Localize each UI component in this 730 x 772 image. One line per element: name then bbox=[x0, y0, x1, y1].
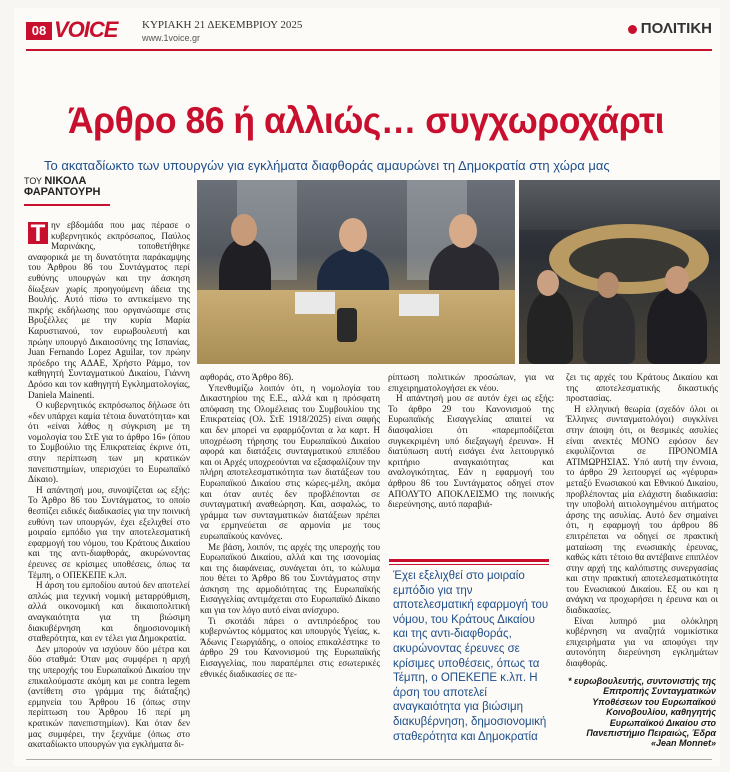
panel-speakers-photo bbox=[197, 180, 515, 364]
pull-quote bbox=[389, 559, 549, 744]
paragraph: Με βάση, λοιπόν, τις αρχές της υπεροχής του Ευρωπαϊκού Δικαίου, αλλά και της ισονομίας και της διαφάνειας, συνάγεται ότι, το κώλυμα που θέτει το Άρθρο 86 του Συντάγματος στην άσκηση της αρμοδιότητας της Ευρωπαϊκής Εισαγγελίας αντιμάχεται στο Ευρωπαϊκό Δίκαιο και για τον λόγο αυτό είναι ανίσχυρο. bbox=[200, 541, 380, 616]
header-divider bbox=[26, 49, 712, 51]
paragraph: Ο κυβερνητικός εκπρόσωπος δήλωσε ότι «δεν υπάρχει καμία τέτοια δυνατότητα» και ότι «είναι λάθος η σύγκριση με τη νομολογία του ΣτΕ για το άρθρο 16» (όπου το Συμβούλιο της Επικρατείας έκρινε ότι, στην περίπτωση των μη κρατικών πανεπιστημίων, υπερισχύει το Ευρωπαϊκό Δίκαιο). bbox=[28, 400, 190, 485]
article-column-2 bbox=[200, 372, 380, 679]
author-first-name: ΝΙΚΟΛΑ bbox=[44, 175, 87, 187]
speaker-woman-head bbox=[231, 214, 257, 246]
paragraph: Η άρση του εμποδίου αυτού δεν αποτελεί απλώς μια τεχνική νομική μεταρρύθμιση, αλλά οικονομική και δικαιοπολιτική αναγκαιότητα για τη βιώσιμη διακυβέρνηση και δημοσιονομική σταθερότητα, και εν τέλει για Δημοκρατία. bbox=[28, 580, 190, 644]
article-subtitle: Το ακαταδίωκτο των υπουργών για εγκλήματα διαφθοράς αμαυρώνει τη Δημοκρατία στη χώρα μας bbox=[44, 158, 610, 173]
paragraph: Η απάντησή μου σε αυτόν έχει ως εξής: Το άρθρο 29 του Κανονισμού της Ευρωπαϊκής Εισαγγελίας απαιτεί να διασφαλίσει ότι «παρεμποδίζεται συγκεκριμένη υπό διεξαγωγή έρευνα». Η διατύπωση αυτή εισάγει ένα λειτουργικό κριτήριο αναγκαιότητας και αναλογικότητας. Εάν η εφαρμογή του άρθρου 86 του Συντάγματος οδηγεί στον ΑΠΟΛΥΤΟ ΑΠΟΚΛΕΙΣΜΟ της ποινικής διερεύνησης, αυτό παραβιά- bbox=[388, 393, 554, 510]
author-byline bbox=[24, 176, 100, 198]
article-title: Άρθρο 86 ή αλλιώς… συγχωροχάρτι bbox=[68, 100, 665, 141]
quote-rule bbox=[389, 559, 549, 562]
drop-cap: Τ bbox=[28, 222, 48, 244]
author-last-name: ΦΑΡΑΝΤΟΥΡΗ bbox=[24, 186, 101, 198]
room-wall bbox=[519, 180, 720, 230]
site-url[interactable]: www.1voice.gr bbox=[142, 33, 201, 43]
pull-quote-text: Έχει εξελιχθεί στο μοιραίο εμπόδιο για την αποτελεσματική εφαρμογή του νόμου, του Κράτους Δικαίου και της αντι-διαφθοράς, ακυρώνοντας έρευνες σε κρίσιμες υποθέσεις, όπως τα Τέμπη, ο ΟΠΕΚΕΠΕ κ.λπ. Η άρση του αποτελεί αναγκαιότητα για βιώσιμη διακυβέρνηση, δημοσιονομική σταθερότητα και Δημοκρατία bbox=[393, 570, 549, 743]
paragraph: ζει τις αρχές του Κράτους Δικαίου και της αποτελεσματικής δικαστικής προστασίας. bbox=[566, 372, 718, 404]
paragraph: αφθοράς, στο Άρθρο 86). bbox=[200, 372, 294, 382]
name-plate bbox=[295, 292, 335, 314]
section-label bbox=[628, 20, 712, 37]
paragraph: Η απάντησή μου, συνοψίζεται ως εξής: Το Άρθρο 86 του Συντάγματος, το οποίο θεσπίζει ειδικές διαδικασίες για την ποινική ευθύνη των υπουργών, έχει εξελιχθεί στο μοιραίο εμπόδιο για την αποτελεσματική εφαρμογή του νόμου, του Κράτους Δικαίου και της αντι-διαφθοράς, ακυρώνοντας έρευνες σε κρίσιμες υποθέσεις, όπως τα Τέμπη, ο ΟΠΕΚΕΠΕ κ.λπ. bbox=[28, 484, 190, 580]
attendee-head bbox=[537, 270, 559, 296]
paragraph: Τι σκοτάδι πάρει ο αντιπρόεδρος του κυβερνώντος κόμματος και υπουργός Υγείας, κ. Άδωνις Γεωργιάδης, ο οποίος επικαλέστηκε το άρθρο 29 του Κανονισμού της Ευρωπαϊκής Εισαγγελίας, που παραπέμπει στις εσωτερικές εθνικές διαδικασίες σε πε- bbox=[200, 615, 380, 679]
paragraph: Υπενθυμίζω λοιπόν ότι, η νομολογία του Δικαστηρίου της Ε.Ε., αλλά και η πρόσφατη απόφαση της Ολομέλειας του Συμβουλίου της Επικρατείας (Ολ. ΣτΕ 1918/2025) είναι σαφής και δεν μπορεί να εφαρμόζονται α λα καρτ. Η υποχρέωση τήρησης του Ευρωπαϊκού Δικαίου αφορά και διατάξεις συνταγματικού επιπέδου και οι Αρχές υποχρεούνται να εξασφαλίζουν την πλήρη αποτελεσματικότητα των διατάξεων του Ευρωπαϊκού Δικαίου στις κώρες-μέλη, ακόμα και όταν αυτές δεν προβλέπονται σε συνταγματική αναθεώρηση. Και, ασφαλώς, το γράμμα των συνταγματικών διατάξεων πρέπει να ερμηνεύεται σε αρμονία με τους ευρωπαϊκούς κανόνες. bbox=[200, 382, 380, 541]
newspaper-page bbox=[14, 8, 720, 766]
attendee bbox=[647, 286, 707, 364]
byline-rule bbox=[24, 204, 110, 206]
article-column-3 bbox=[388, 372, 554, 510]
section-dot-icon bbox=[628, 25, 637, 34]
author-signature: * ευρωβουλευτής, συντονιστής της Επιτροπής Συνταγματικών Υποθέσεων του Ευρωπαϊκού Κοινοβουλίου, καθηγητής Ευρωπαϊκού Δικαίου στο Πανεπιστήμιο Πειραιώς, Έδρα «Jean Monnet» bbox=[568, 676, 716, 749]
paragraph: ρίπτωση πολιτικών προσώπων, για να επιχειρηματολογήσει εκ νέου. bbox=[388, 372, 554, 393]
conference-room-photo bbox=[519, 180, 720, 364]
footer-rule bbox=[26, 759, 712, 760]
attendee bbox=[527, 290, 573, 364]
page-number: 08 bbox=[26, 22, 52, 40]
speaker-right-head bbox=[449, 214, 477, 248]
issue-date: ΚΥΡΙΑΚΗ 21 ΔΕΚΕΜΒΡΙΟΥ 2025 bbox=[142, 19, 303, 31]
speaker-middle-head bbox=[339, 218, 367, 252]
paragraph: ην εβδομάδα που μας πέρασε ο κυβερνητικός εκπρόσωπος, Παύλος Μαρινάκης, τοποθετήθηκε αναφορικά με τη δυνατότητα παράκαμψης του Άρθρου 86 του Συντάγματος περί ευθύνης υπουργών και την άσκηση δίωξεων χωρίς προηγούμενη άδεια της Βουλής. Αυτό πίσω το αντικείμενο της πικρής εκδήλωσης που οργανώσαμε στις Βρυξέλλες με την κυρία Μαρία Καρυστιανού, τον ευρωβουλευτή και πρώην υπουργό Δικαιοσύνης της Ισπανίας, Juan Fernando Lopez Aguilar, τον πρώην πρόεδρο της ΑΔΑΕ, Χρήστο Ράμμο, τον καθηγητή Συνταγματικού Δικαίου, Γιάννη Δρόσο και τον καθηγητή Εγκληματολογίας, Daniela Mainenti. bbox=[28, 220, 190, 400]
paragraph: Η ελληνική θεωρία (σχεδόν όλοι οι Έλληνες συνταγματολόγοι) συγκλίνει στην άποψη ότι, οι θεσμικές ασυλίες είναι ανεκτές ΜΟΝΟ εφόσον δεν εκφυλίζονται σε ΠΡΟΝΟΜΙΑ ΑΤΙΜΩΡΗΣΙΑΣ. Υπό αυτή την έννοια, το άρθρο 29 λειτουργεί ως «γέφυρα» μεταξύ Ενωσιακού και Εθνικού Δικαίου, προβλέποντας μία ελάχιστη διαδικασία: την υποβολή αιτιολογημένου αιτήματος άρσης της ασυλίας. Αυτό δεν σημαίνει ότι, η εφαρμογή του άρθρου 86 επιτρέπεται να οδηγεί σε πρακτική ματαίωση της ενωσιακής έρευνας, καθώς κάτι τέτοιο θα αντέβαινε επιπλέον στην αρχή της καλόπιστης συνεργασίας και στην πρακτική αποτελεσματικότητα του Ενωσιακού Δικαίου. Εξ ου και η ανάγκη να προχωρήσει η έρευνα και οι διαδικασίες. bbox=[566, 403, 718, 616]
paragraph: Είναι λυπηρό μια ολόκληρη κυβέρνηση να αναζητά νομικίστικα επιχειρήματα για να αποφύγει την αυτονόητη διερεύνηση εγκλημάτων διαφθοράς. bbox=[566, 615, 718, 669]
article-column-1 bbox=[28, 220, 190, 750]
microphone-icon bbox=[337, 308, 357, 342]
name-plate bbox=[399, 294, 439, 316]
attendee-head bbox=[665, 266, 689, 294]
section-text: ΠΟΛΙΤΙΚΗ bbox=[640, 20, 712, 37]
author-prefix: ΤΟΥ bbox=[24, 176, 42, 186]
voice-logo: VOICE bbox=[54, 17, 118, 42]
article-column-4 bbox=[566, 372, 718, 669]
attendee-head bbox=[597, 272, 619, 298]
paragraph: Δεν μπορούν να ισχύουν δύο μέτρα και δύο σταθμά: Όταν μας συμφέρει η αρχή της υπεροχής του Ευρωπαϊκού Δικαίου την επικαλούμαστε ακόμη και με contra legem (αντίθετη στο γράμμα της διάταξης) ερμηνεία του Άρθρου 16 (όπως στην περίπτωση του Άρθρου 16 περί μη κρατικών πανεπιστημίων). Και όταν δεν μας συμφέρει, την ξεχνάμε (όπως στο ακαταδίωκτο υπουργών για εγκλήματα δι- bbox=[28, 643, 190, 750]
attendee bbox=[583, 292, 635, 364]
